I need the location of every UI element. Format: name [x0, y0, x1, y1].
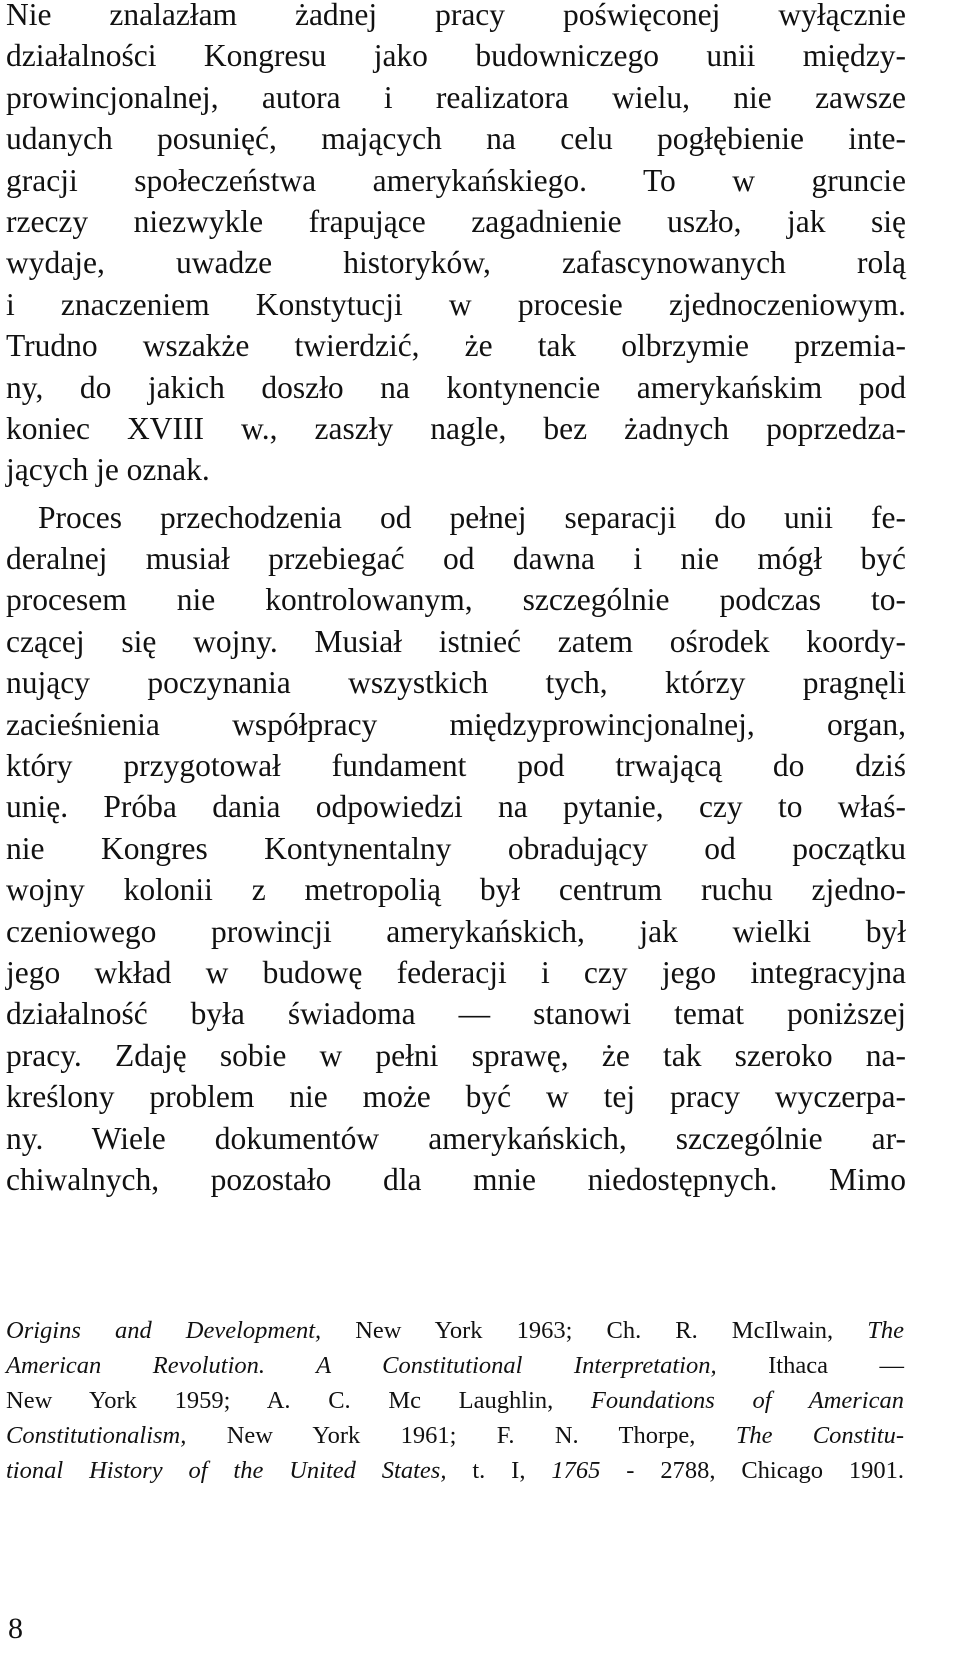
text-line: działalności Kongresu jako budowniczego unii między-	[6, 38, 906, 74]
text-line: nujący poczynania wszystkich tych, którzy pragnęli	[6, 665, 906, 701]
citation-title: Foundations of American	[590, 1387, 904, 1414]
page-number: 8	[8, 1612, 23, 1645]
text-line: wydaje, uwadze historyków, zafascynowanych rolą	[6, 245, 906, 281]
footnote-line	[6, 1313, 904, 1348]
text-line: ny. Wiele dokumentów amerykańskich, szczególnie ar-	[6, 1120, 906, 1156]
text-line: czeniowego prowincji amerykańskich, jak wielki był	[6, 913, 906, 949]
citation-title: tional History of the United States,	[6, 1457, 447, 1484]
text-line: unię. Próba dania odpowiedzi na pytanie, czy to właś-	[6, 789, 906, 825]
text-line: czącej się wojny. Musiał istnieć zatem ośrodek koordy-	[6, 623, 906, 659]
footnotes	[6, 1313, 904, 1488]
citation-year: 1765	[551, 1457, 601, 1484]
text-line: udanych posunięć, mających na celu pogłębienie inte-	[6, 121, 906, 157]
citation-text: Ithaca —	[716, 1352, 904, 1379]
footnote-line	[6, 1453, 904, 1488]
text-line: deralnej musiał przebiegać od dawna i nie mógł być	[6, 541, 906, 577]
citation-title: The	[867, 1317, 904, 1344]
text-line: jących je oznak.	[6, 452, 210, 488]
citation-text: New York 1963; Ch. R. McIlwain,	[321, 1317, 868, 1344]
text-line: procesem nie kontrolowanym, szczególnie podczas to-	[6, 582, 906, 618]
citation-title: Origins and Development,	[6, 1317, 322, 1344]
text-line: i znaczeniem Konstytucji w procesie zjednoczeniowym.	[6, 286, 906, 322]
text-line: nie Kongres Kontynentalny obradujący od początku	[6, 830, 906, 866]
text-line: kreślony problem nie może być w tej pracy wyczerpa-	[6, 1079, 906, 1115]
text-line: koniec XVIII w., zaszły nagle, bez żadnych poprzedza-	[6, 410, 906, 446]
citation-title: Constitutionalism,	[6, 1422, 187, 1449]
text-line: ny, do jakich doszło na kontynencie amerykańskim pod	[6, 369, 906, 405]
text-line: prowincjonalnej, autora i realizatora wielu, nie zawsze	[6, 79, 906, 115]
text-line: rzeczy niezwykle frapujące zagadnienie uszło, jak się	[6, 203, 906, 239]
footnote-line	[6, 1348, 904, 1383]
footnote-line	[6, 1383, 904, 1418]
citation-text: - 2788, Chicago 1901.	[600, 1457, 905, 1484]
citation-title: American Revolution. A Constitutional Interpretation,	[6, 1352, 717, 1379]
text-line: gracji społeczeństwa amerykańskiego. To w gruncie	[6, 162, 906, 198]
citation-text: New York 1961; F. N. Thorpe,	[186, 1422, 736, 1449]
text-line: chiwalnych, pozostało dla mnie niedostępnych. Mimo	[6, 1161, 906, 1197]
text-line: wojny kolonii z metropolią był centrum ruchu zjedno-	[6, 872, 906, 908]
citation-text: t. I,	[446, 1457, 552, 1484]
citation-title: The Constitu-	[735, 1422, 904, 1449]
text-line: który przygotował fundament pod trwającą do dziś	[6, 748, 906, 784]
text-line: Proces przechodzenia od pełnej separacji do unii fe-	[38, 499, 906, 535]
citation-text: New York 1959; A. C. Mc Laughlin,	[6, 1387, 591, 1414]
text-line: Nie znalazłam żadnej pracy poświęconej wyłącznie	[6, 0, 906, 32]
text-line: jego wkład w budowę federacji i czy jego integracyjna	[6, 954, 906, 990]
main-text	[6, 0, 906, 1200]
text-line: Trudno wszakże twierdzić, że tak olbrzymie przemia-	[6, 328, 906, 364]
footnote-line	[6, 1418, 904, 1453]
text-line: zacieśnienia współpracy międzyprowincjonalnej, organ,	[6, 706, 906, 742]
text-line: pracy. Zdaję sobie w pełni sprawę, że tak szeroko na-	[6, 1037, 906, 1073]
text-line: działalność była świadoma — stanowi temat poniższej	[6, 996, 906, 1032]
